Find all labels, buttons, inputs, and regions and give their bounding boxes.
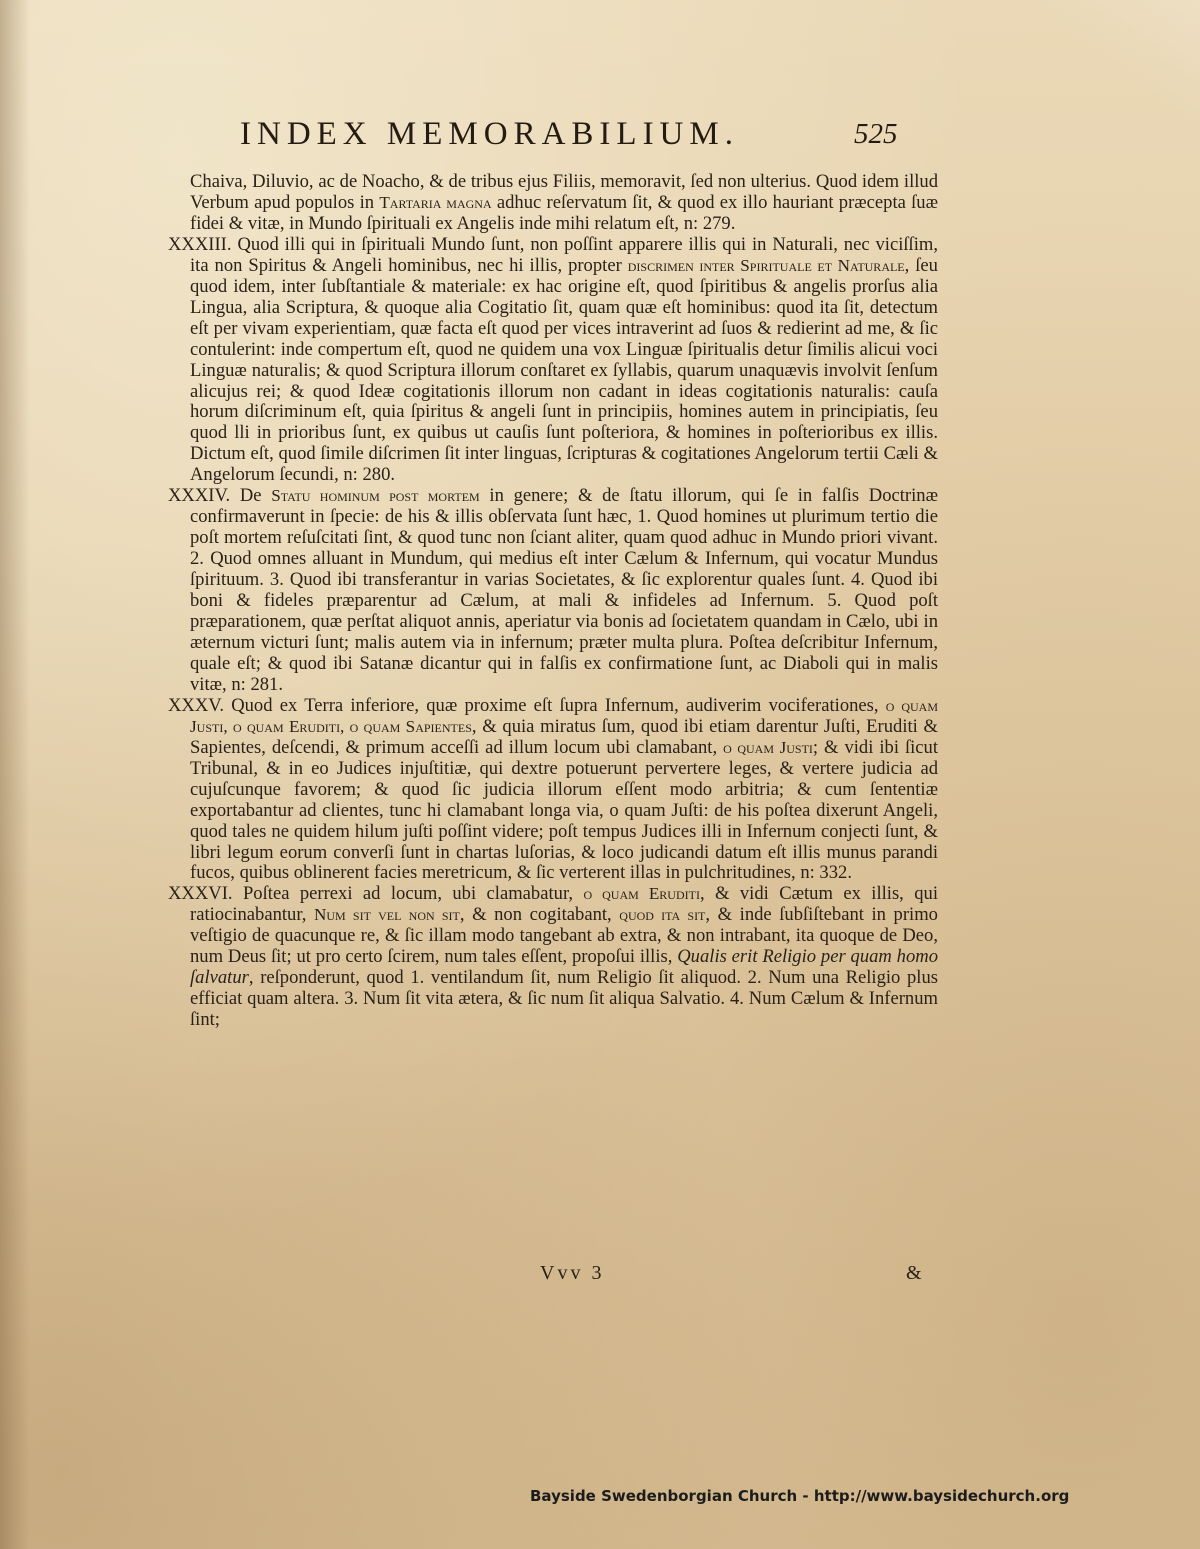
running-head (240, 108, 940, 160)
entry-smallcaps: o quam Justi, o quam Eruditi, o quam Sapientes (190, 695, 938, 736)
entry-numeral: XXXIII. (168, 233, 232, 255)
entry-numeral: XXXIV. (168, 485, 231, 507)
entry-text: Quod illi qui in ſpirituali Mundo ſunt, non poſſint apparere illis qui in Naturali, nec viciſſim, ita non Spiritus & Angeli hominibus, nec hi illis, propter (190, 233, 938, 276)
entry-text: , & inde ſubſiſtebant in primo veſtigio de quacunque re, & ſic illam modo tangebant ab extra, & non intrabant, ita quoque de Deo, num Deus ſit; ut pro certo ſcirem, num tales eſſent, propoſui illis, (190, 904, 938, 968)
entry-numeral: XXXV. (168, 694, 224, 716)
entry-smallcaps: o quam Justi (723, 737, 813, 757)
entry-text: , & quia miratus ſum, quod ibi etiam darentur Juſti, Eruditi & Sapientes, deſcendi, & primum acceſſi ad illum locum ubi clamabant, (190, 715, 938, 758)
entry-smallcaps: Num sit vel non sit (314, 905, 460, 925)
entry-text: , reſponderunt, quod 1. ventilandum ſit, num Religio ſit aliquod. 2. Num una Religio plus efficiat quam altera. 3. Num ſit vita ætera, & ſic num ſit aliqua Salvatio. 4. Num Cælum & Infernum ſint; (190, 967, 938, 1031)
page-number: 525 (854, 118, 898, 150)
entry-text: De (239, 485, 272, 507)
credit-watermark: Bayside Swedenborgian Church - http://www.baysidechurch.org (530, 1487, 1070, 1505)
entry-text: Poſtea perrexi ad locum, ubi clamabatur, (242, 883, 584, 905)
index-body (168, 172, 938, 1031)
signature-mark: Vvv 3 (540, 1262, 605, 1284)
entry-smallcaps: Tartaria magna (379, 192, 492, 212)
entry-text: adhuc reſervatum ſit, & quod ex illo hauriant præcepta ſuæ fidei & vitæ, in Mundo ſpirituali ex Angelis inde mihi relatum eſt, n: 279. (190, 191, 938, 234)
entry-smallcaps: quod ita sit (619, 905, 706, 925)
entry-smallcaps: discrimen inter Spirituale et Naturale (627, 255, 905, 275)
entry-xxxv (168, 696, 938, 885)
catchword: & (906, 1262, 922, 1284)
entry-numeral: XXXVI. (168, 883, 233, 905)
entry-xxxiii (168, 235, 938, 486)
entry-italic: Qualis erit Religio per quam homo ſalvatur (190, 946, 939, 989)
entry-text: Quod ex Terra inferiore, quæ proxime eſt ſupra Infernum, audiverim vociferationes, (231, 694, 886, 716)
entry-xxxiv (168, 486, 938, 696)
entry-text: , ſeu quod idem, inter ſubſtantiale & materiale: ex hac origine eſt, quod ſpiritibus & angelis prorſus alia Lingua, alia Scriptura, & quoque alia Cogitatio ſit, quam quæ eſt hominibus: quod ita ſit, detectum eſt per vivam experientiam, quæ facta eſt quod per vices intraverint ad ſuos & redierint ad me, & ſic contulerint: inde compertum eſt, quod ne quidem una vox Linguæ ſpiritualis detur ſimilis alicui voci Linguæ naturalis; & quod Scriptura illorum conſtaret ex ſyllabis, quarum unaquævis involvit ſenſum alicujus rei; & quod Ideæ cogitationis illorum non cadant in ideas cogitationis naturalis: cauſa horum diſcriminum eſt, quia ſpiritus & angeli ſunt in principiis, homines autem in principiatis, ſeu quod lli in prioribus ſunt, ex quibus ut cauſis ſunt poſteriora, & homines in poſterioribus ex illis. Dictum eſt, quod ſimile diſcrimen ſit inter linguas, ſcripturas & cogitationes Angelorum tertii Cæli & Angelorum ſecundi, n: 280. (190, 254, 938, 486)
entry-text: ; & vidi ibi ſicut Tribunal, & in eo Judices injuſtitiæ, qui dextre potuerunt pervertere leges, & vertere judicia ad cujuſcunque favorem; & quod ſic judicia illorum eſſent modo arbitria; & cum ſententiæ exportabantur ad clientes, tunc hi clamabant longa via, o quam Juſti: de his poſtea dixerunt Angeli, quod tales ne quidem hilum juſti poſſint videre; poſt tempus Judices illi in Infernum conjecti ſunt, & libri legum eorum converſi ſunt in chartas luſorias, & loco judicandi datum eſt illis munus parandi fucos, quibus oblinerent facies meretricum, & ſic verterent illas in pulchritudines, n: 332. (190, 736, 938, 884)
entry-xxxvi (168, 884, 938, 1031)
entry-text: in genere; & de ſtatu illorum, qui ſe in falſis Doctrinæ confirmaverunt in ſpecie: de his & illis obſervata ſunt hæc, 1. Quod homines ut plurimum tertio die poſt mortem reſuſcitati ſint, & quod tunc non ſciant aliter, quam quod adhuc in Mundo priori vivant. 2. Quod omnes alluant in Mundum, qui medius eſt inter Cælum & Infernum, qui vocatur Mundus ſpirituum. 3. Quod ibi transferantur in varias Societates, & ſic explorentur quales ſunt. 4. Quod ibi boni & fideles præparentur ad Cælum, at mali & infideles ad Infernum. 5. Quod poſt præparationem, quæ perſtat aliquot annis, aperiatur via bonis ad ſocietatem quandam in Cælo, ubi in æternum victuri ſunt; malis autem via in infernum; præter multa plura. Poſtea deſcribitur Infernum, quale eſt; & quod ibi Satanæ dicantur qui in falſis ex confirmatione ſunt, ac Diaboli qui in malis vitæ, n: 281. (190, 485, 938, 695)
entry-text: , & non cogitabant, (459, 904, 620, 926)
entry-smallcaps: Statu hominum post mortem (271, 486, 480, 506)
page-fold-shadow (0, 0, 30, 1549)
entry-continuation (168, 172, 938, 235)
entry-text: Chaiva, Diluvio, ac de Noacho, & de tribus ejus Filiis, memoravit, ſed non ulterius. Quod idem illud Verbum apud populos in (190, 171, 938, 213)
running-title: INDEX MEMORABILIUM. (240, 116, 739, 152)
entry-text: , & vidi Cætum ex illis, qui ratiocinabantur, (190, 883, 938, 926)
page-corner-crease (980, 0, 1200, 130)
entry-smallcaps: o quam Eruditi (583, 884, 700, 904)
